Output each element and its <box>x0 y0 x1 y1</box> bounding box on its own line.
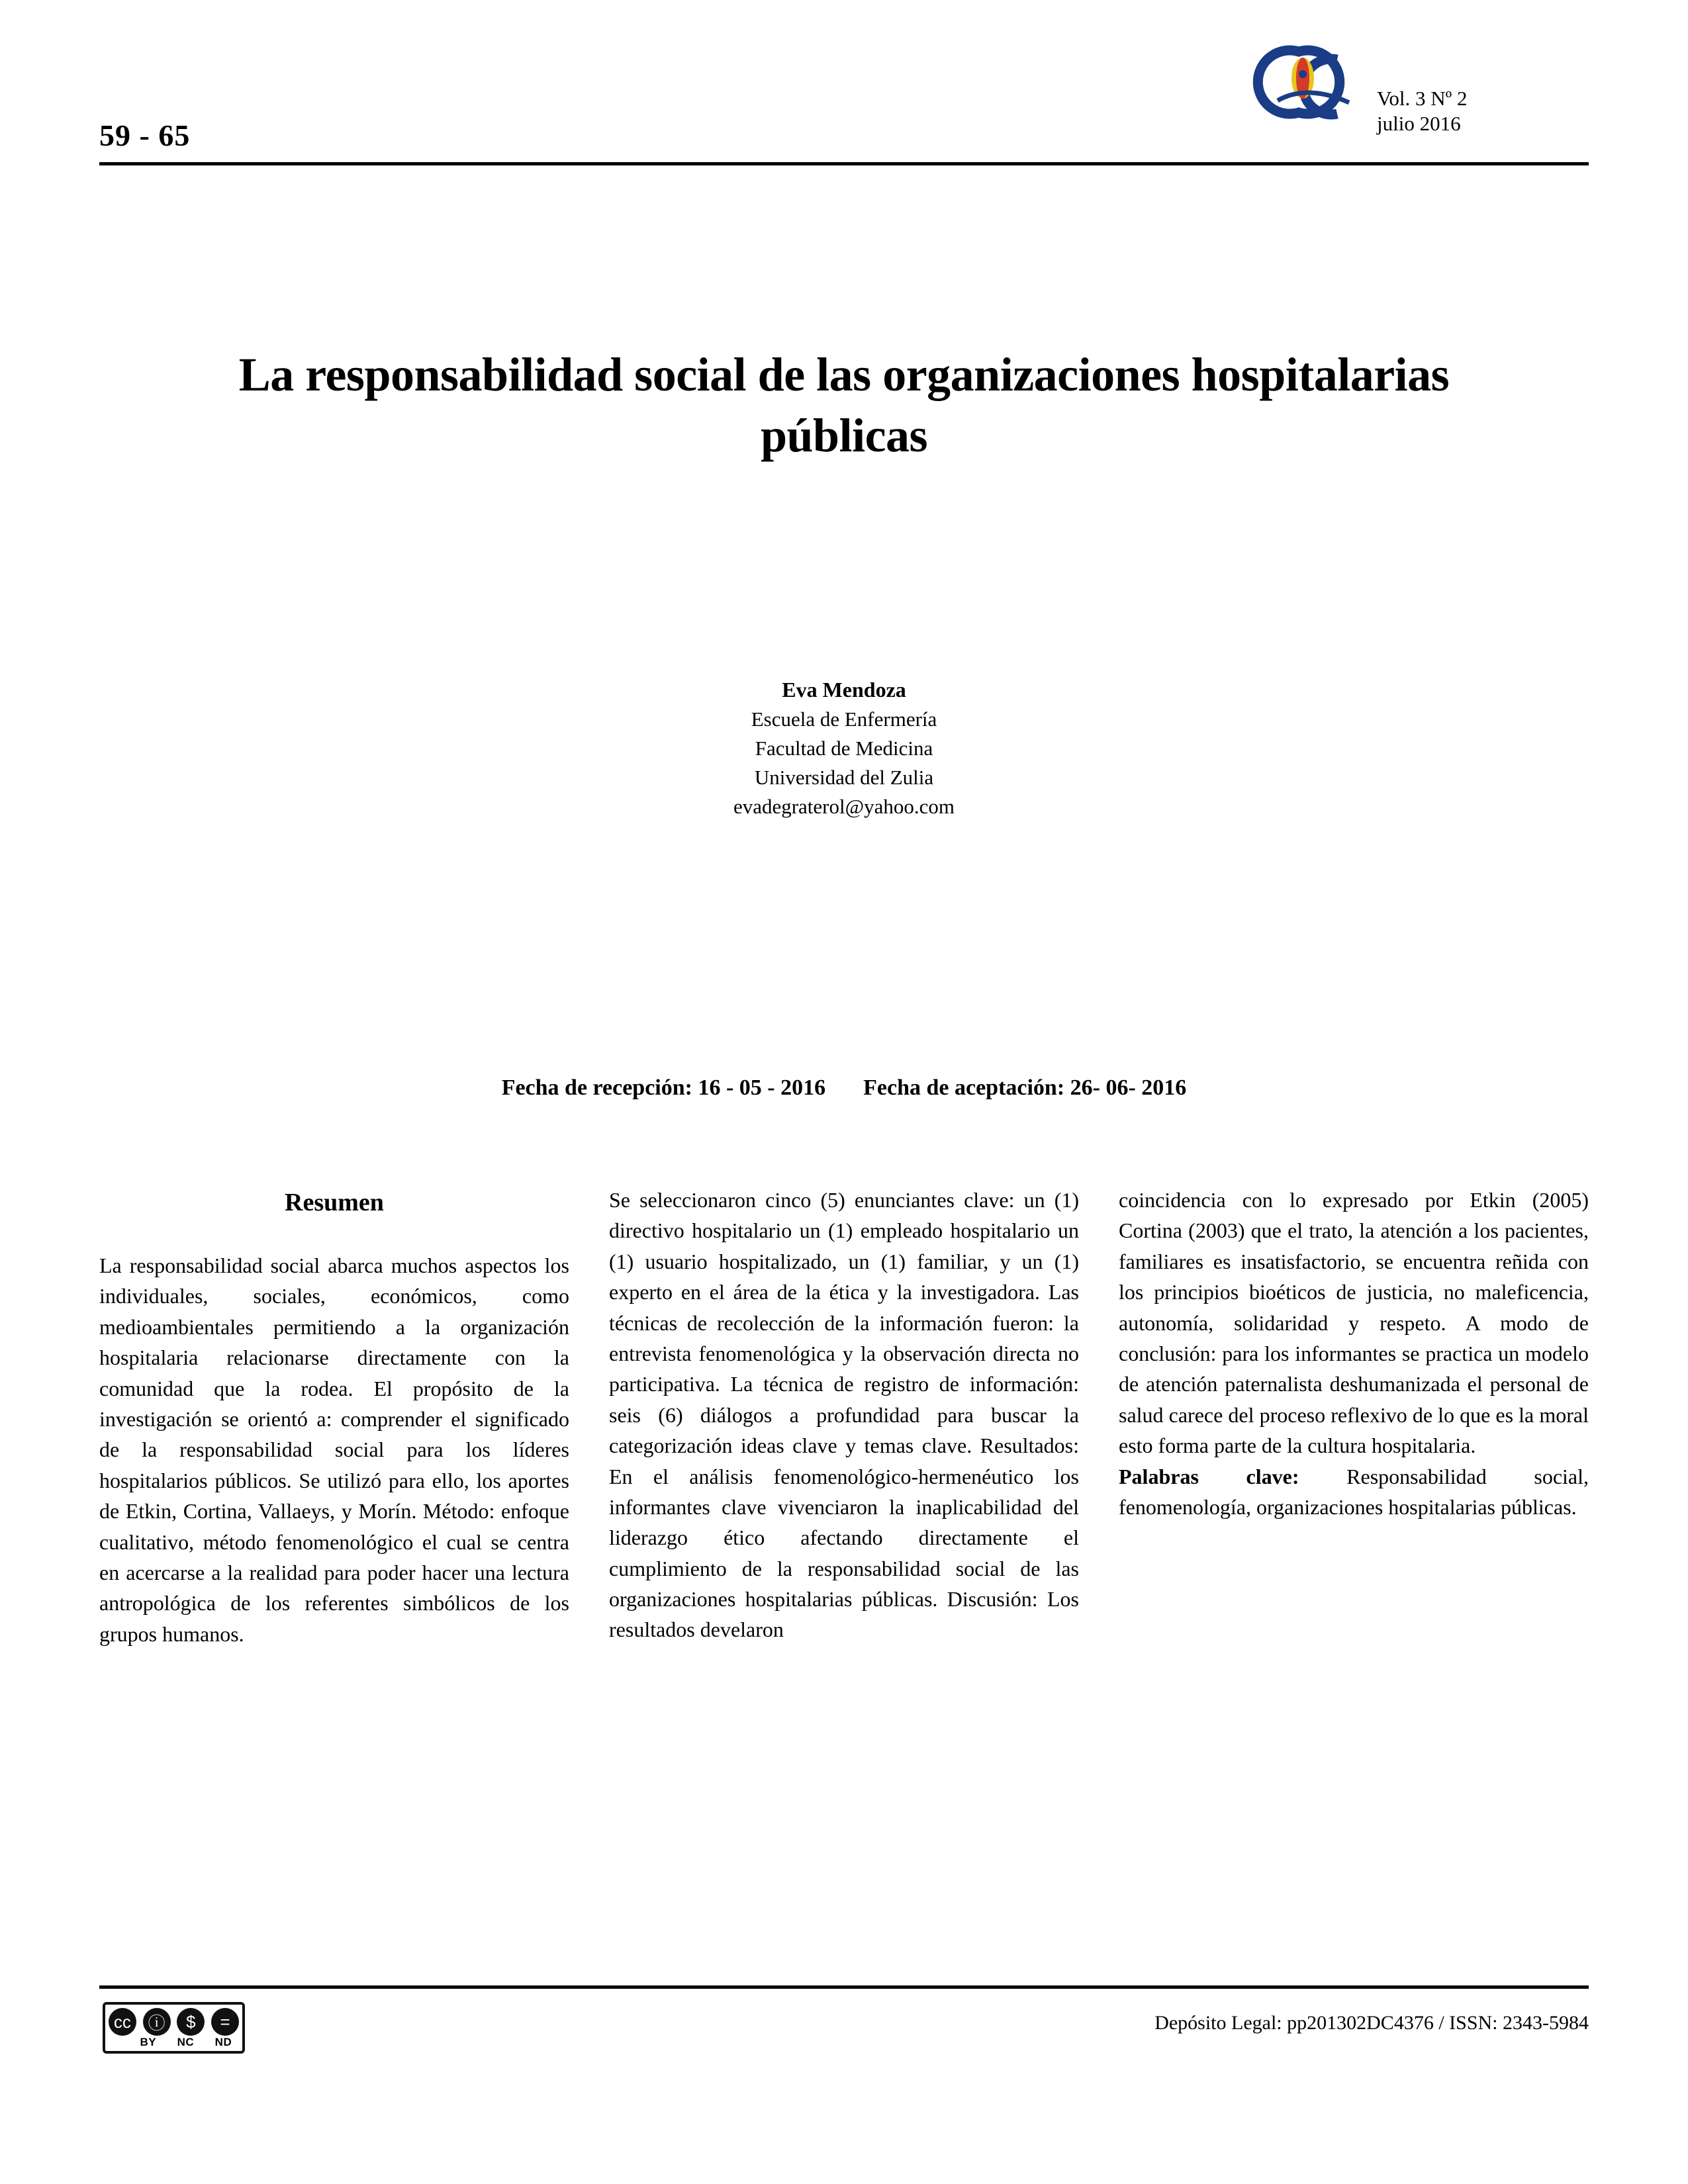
cc-by-icon: ⓘ <box>143 2008 171 2036</box>
legal-deposit-line: Depósito Legal: pp201302DC4376 / ISSN: 2343-5984 <box>1154 2012 1589 2034</box>
cc-nd-icon: = <box>211 2008 239 2036</box>
author-affiliation-3: Universidad del Zulia <box>754 766 934 790</box>
keywords-block <box>1119 1461 1589 1523</box>
abstract-paragraph-3: coincidencia con lo expresado por Etkin (2005) Cortina (2003) que el trato, la atención a los pacientes, familiares es insatisfactorio, se encuentra reñida con los principios bioéticos de justicia, no maleficencia, autonomía, solidaridad y respeto. A modo de conclusión: para los informantes se practica un modelo de atención paternalista deshumanizada el personal de salud carece del proceso reflexivo de lo que es la moral esto forma parte de la cultura hospitalaria. <box>1119 1188 1589 1458</box>
abstract-column-3 <box>1119 1185 1589 1933</box>
cc-icon: cc <box>109 2008 136 2036</box>
acceptance-date: Fecha de aceptación: 26- 06- 2016 <box>863 1075 1187 1100</box>
author-affiliation-1: Escuela de Enfermería <box>751 707 937 731</box>
cc-label-by: BY <box>140 2036 157 2048</box>
issue-info <box>1377 86 1589 136</box>
creative-commons-badge-icon <box>103 2002 245 2054</box>
publication-dates <box>165 1075 1523 1101</box>
cc-label-nd: ND <box>214 2036 232 2048</box>
author-name: Eva Mendoza <box>782 678 906 702</box>
abstract-column-1 <box>99 1185 569 1933</box>
abstract-column-2 <box>609 1185 1079 1933</box>
page-header <box>99 87 1589 179</box>
issue-date: julio 2016 <box>1377 111 1461 135</box>
abstract-heading: Resumen <box>285 1189 384 1216</box>
page-range: 59 - 65 <box>99 118 191 152</box>
abstract-paragraph-2: Se seleccionaron cinco (5) enunciantes clave: un (1) directivo hospitalario un (1) empleado hospitalario un (1) usuario hospitalizado, un (1) familiar, y un (1) experto en el área de la ética y la investigadora. Las técnicas de recolección de la información fueron: la entrevista fenomenológica y la observación directa no participativa. La técnica de registro de información: seis (6) diálogos a profundidad para buscar la categorización ideas clave y temas clave. Resultados: En el análisis fenomenológico-hermenéutico los informantes clave vivenciaron la inaplicabilidad del liderazgo ético afectando directamente el cumplimiento de la responsabilidad social de las organizaciones hospitalarias públicas. Discusión: Los resultados develaron <box>609 1188 1079 1642</box>
footer-divider <box>99 1985 1589 1989</box>
author-affiliation-2: Facultad de Medicina <box>755 737 933 760</box>
abstract-columns <box>99 1185 1589 1933</box>
keywords-text: Responsabilidad social, fenomenología, organizaciones hospitalarias públicas. <box>1119 1464 1589 1519</box>
abstract-paragraph-1: La responsabilidad social abarca muchos aspectos los individuales, sociales, económicos, como medioambientales permitiendo a la organización hospitalaria relacionarse directamente con la comunidad que la rodea. El propósito de la investigación se orientó a: comprender el significado de la responsabilidad social para los líderes hospitalarios públicos. Se utilizó para ello, los aportes de Etkin, Cortina, Vallaeys, y Morín. Método: enfoque cualitativo, método fenomenológico el cual se centra en acercarse a la realidad para poder hacer una lectura antropológica de los referentes simbólicos de los grupos humanos. <box>99 1253 569 1646</box>
cc-label-blank <box>116 2036 119 2049</box>
issue-volume: Vol. 3 Nº 2 <box>1377 87 1468 110</box>
cc-nc-icon: $ <box>177 2008 205 2036</box>
author-block <box>381 675 1307 822</box>
author-email: evadegraterol@yahoo.com <box>733 795 955 819</box>
cc-label-nc: NC <box>177 2036 195 2048</box>
header-divider <box>99 162 1589 165</box>
keywords-label: Palabras clave: <box>1119 1464 1299 1488</box>
page-title: La responsabilidad social de las organizaciones hospitalarias públicas <box>238 348 1450 463</box>
reception-date: Fecha de recepción: 16 - 05 - 2016 <box>501 1075 826 1100</box>
journal-logo-icon <box>1238 40 1370 152</box>
